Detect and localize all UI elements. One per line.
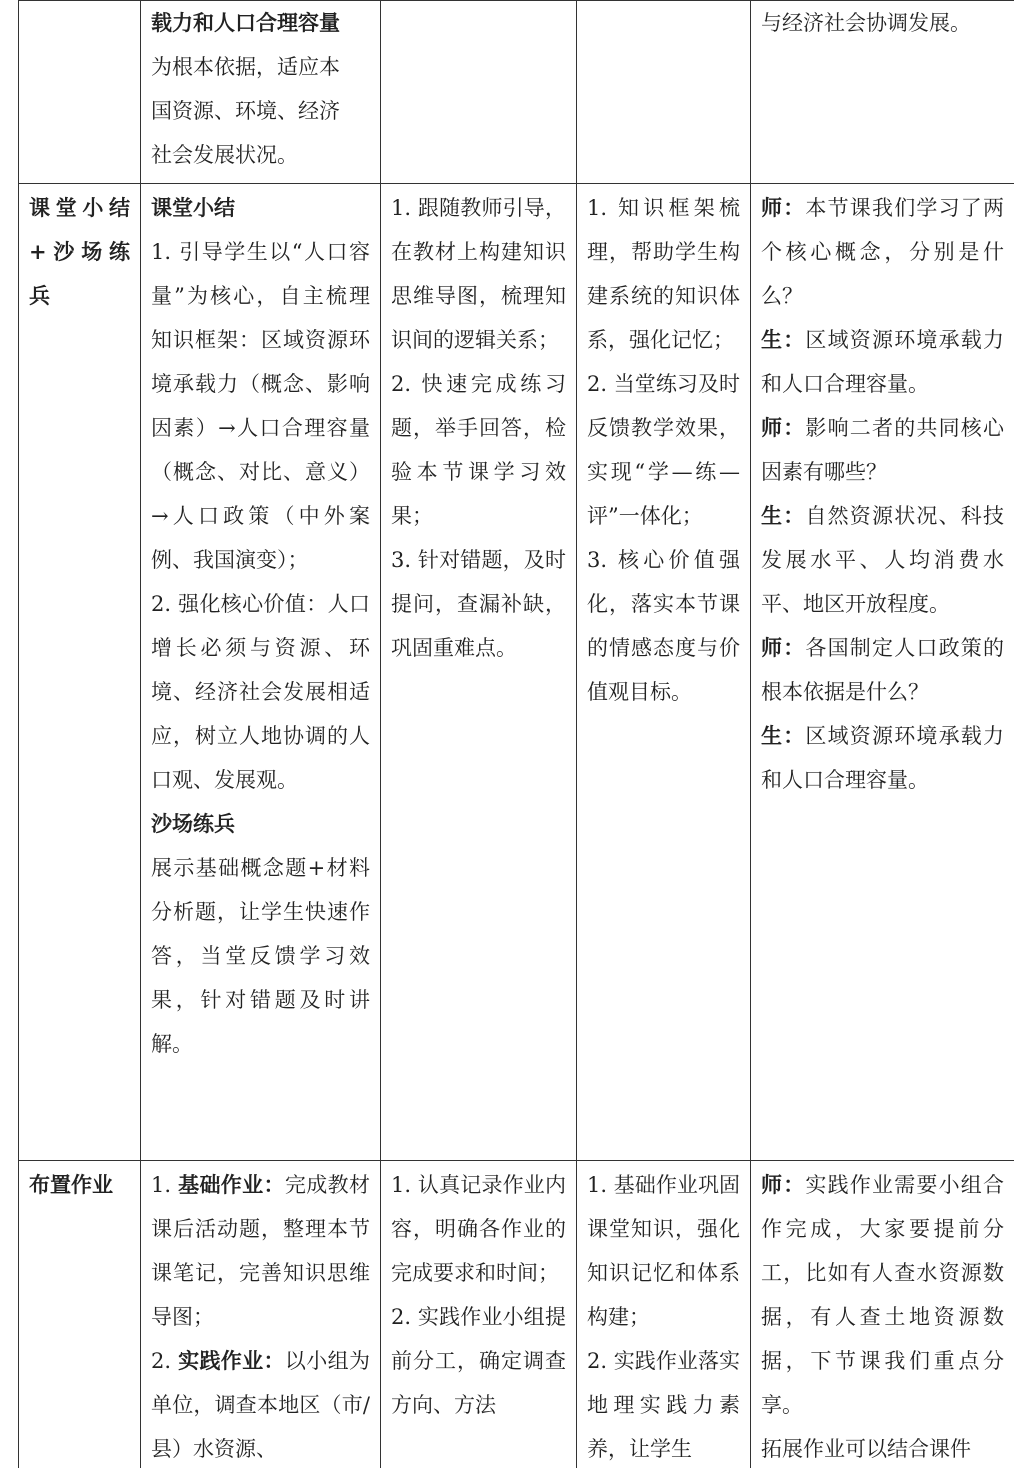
dialog-text: 实践作业需要小组合作完成，大家要提前分工，比如有人查水资源数据，有人查土地资源数据，下节课我们重点分享。 (761, 1173, 1005, 1417)
intent-item: 1. 基础作业巩固课堂知识，强化知识记忆和体系构建； (587, 1173, 740, 1329)
dialog-text: 与经济社会协调发展。 (761, 11, 971, 35)
dialog-line (761, 714, 1004, 802)
dialog-cell (751, 1, 1015, 184)
item-label: 基础作业： (178, 1172, 285, 1197)
lesson-plan-table (18, 0, 1014, 1468)
dialog-text: 影响二者的共同核心因素有哪些？ (761, 416, 1005, 484)
item-text: 完成教材课后活动题，整理本节课笔记，完善知识思维导图； (151, 1173, 370, 1329)
design-cell (141, 1161, 381, 1468)
item-number: 1. (151, 1173, 179, 1197)
intent-item: 3. 核心价值强化，落实本节课的情感态度与价值观目标。 (587, 548, 740, 704)
design-cell (141, 184, 381, 1161)
student-cell (381, 1, 577, 184)
student-item: 3. 针对错题，及时提问，查漏补缺，巩固重难点。 (391, 548, 566, 660)
design-line: 国资源、环境、经济 (151, 99, 340, 123)
intent-cell (577, 184, 751, 1161)
intent-item: 1. 知识框架梳理，帮助学生构建系统的知识体系，强化记忆； (587, 196, 740, 352)
student-cell (381, 1161, 577, 1468)
intent-item: 2. 当堂练习及时反馈教学效果，实现“学—练—评”一体化； (587, 372, 740, 528)
dialog-line (761, 1163, 1004, 1427)
table-row (19, 184, 1015, 1161)
speaker-label: 生： (761, 327, 806, 352)
lesson-plan-table-wrapper (18, 0, 1014, 1468)
table-row (19, 1, 1015, 184)
dialog-line (761, 186, 1004, 318)
speaker-label: 师： (761, 635, 806, 660)
dialog-cell (751, 1161, 1015, 1468)
dialog-text: 自然资源状况、科技发展水平、人均消费水平、地区开放程度。 (761, 504, 1005, 616)
intent-cell (577, 1, 751, 184)
dialog-line (761, 406, 1004, 494)
design-line: 为根本依据，适应本 (151, 55, 340, 79)
table-row (19, 1161, 1015, 1468)
dialog-line (761, 318, 1004, 406)
item-number: 2. (151, 1349, 179, 1373)
intent-item: 2. 实践作业落实地理实践力素养，让学生 (587, 1349, 740, 1461)
design-item (151, 1339, 370, 1468)
section-heading: 沙场练兵 (151, 811, 235, 836)
student-item: 1. 认真记录作业内容，明确各作业的完成要求和时间； (391, 1173, 566, 1285)
speaker-label: 生： (761, 723, 806, 748)
dialog-text: 区域资源环境承载力和人口合理容量。 (761, 328, 1005, 396)
speaker-label: 师： (761, 415, 806, 440)
dialog-text: 各国制定人口政策的根本依据是什么？ (761, 636, 1005, 704)
student-item: 2. 实践作业小组提前分工，确定调查方向、方法 (391, 1305, 566, 1417)
design-line: 社会发展状况。 (151, 143, 298, 167)
item-label: 实践作业： (178, 1348, 285, 1373)
design-item: 2. 强化核心价值：人口增长必须与资源、环境、经济社会发展相适应，树立人地协调的人口观、发展观。 (151, 592, 370, 792)
stage-cell (19, 1, 141, 184)
design-item: 展示基础概念题+材料分析题，让学生快速作答，当堂反馈学习效果，针对错题及时讲解。 (151, 856, 370, 1056)
student-cell (381, 184, 577, 1161)
dialog-line (761, 626, 1004, 714)
stage-cell: 课堂小结+沙场练兵 (19, 184, 141, 1161)
stage-cell: 布置作业 (19, 1161, 141, 1468)
design-line: 载力和人口合理容量 (151, 10, 340, 35)
speaker-label: 生： (761, 503, 806, 528)
dialog-text: 拓展作业可以结合课件 (761, 1437, 971, 1461)
dialog-line (761, 494, 1004, 626)
item-text: 以小组为单位，调查本地区（市/县）水资源、 (151, 1349, 370, 1461)
student-item: 1. 跟随教师引导，在教材上构建知识思维导图，梳理知识间的逻辑关系； (391, 196, 566, 352)
dialog-text: 区域资源环境承载力和人口合理容量。 (761, 724, 1005, 792)
speaker-label: 师： (761, 1172, 806, 1197)
dialog-line (761, 1427, 1004, 1468)
design-cell (141, 1, 381, 184)
speaker-label: 师： (761, 195, 806, 220)
intent-cell (577, 1161, 751, 1468)
student-item: 2. 快速完成练习题，举手回答，检验本节课学习效果； (391, 372, 566, 528)
dialog-text: 本节课我们学习了两个核心概念，分别是什么？ (761, 196, 1005, 308)
section-heading: 课堂小结 (151, 195, 235, 220)
design-item (151, 1163, 370, 1339)
design-item: 1. 引导学生以“人口容量”为核心，自主梳理知识框架：区域资源环境承载力（概念、影响因素）→人口合理容量（概念、对比、意义）→人口政策（中外案例、我国演变）； (151, 240, 370, 572)
dialog-cell (751, 184, 1015, 1161)
